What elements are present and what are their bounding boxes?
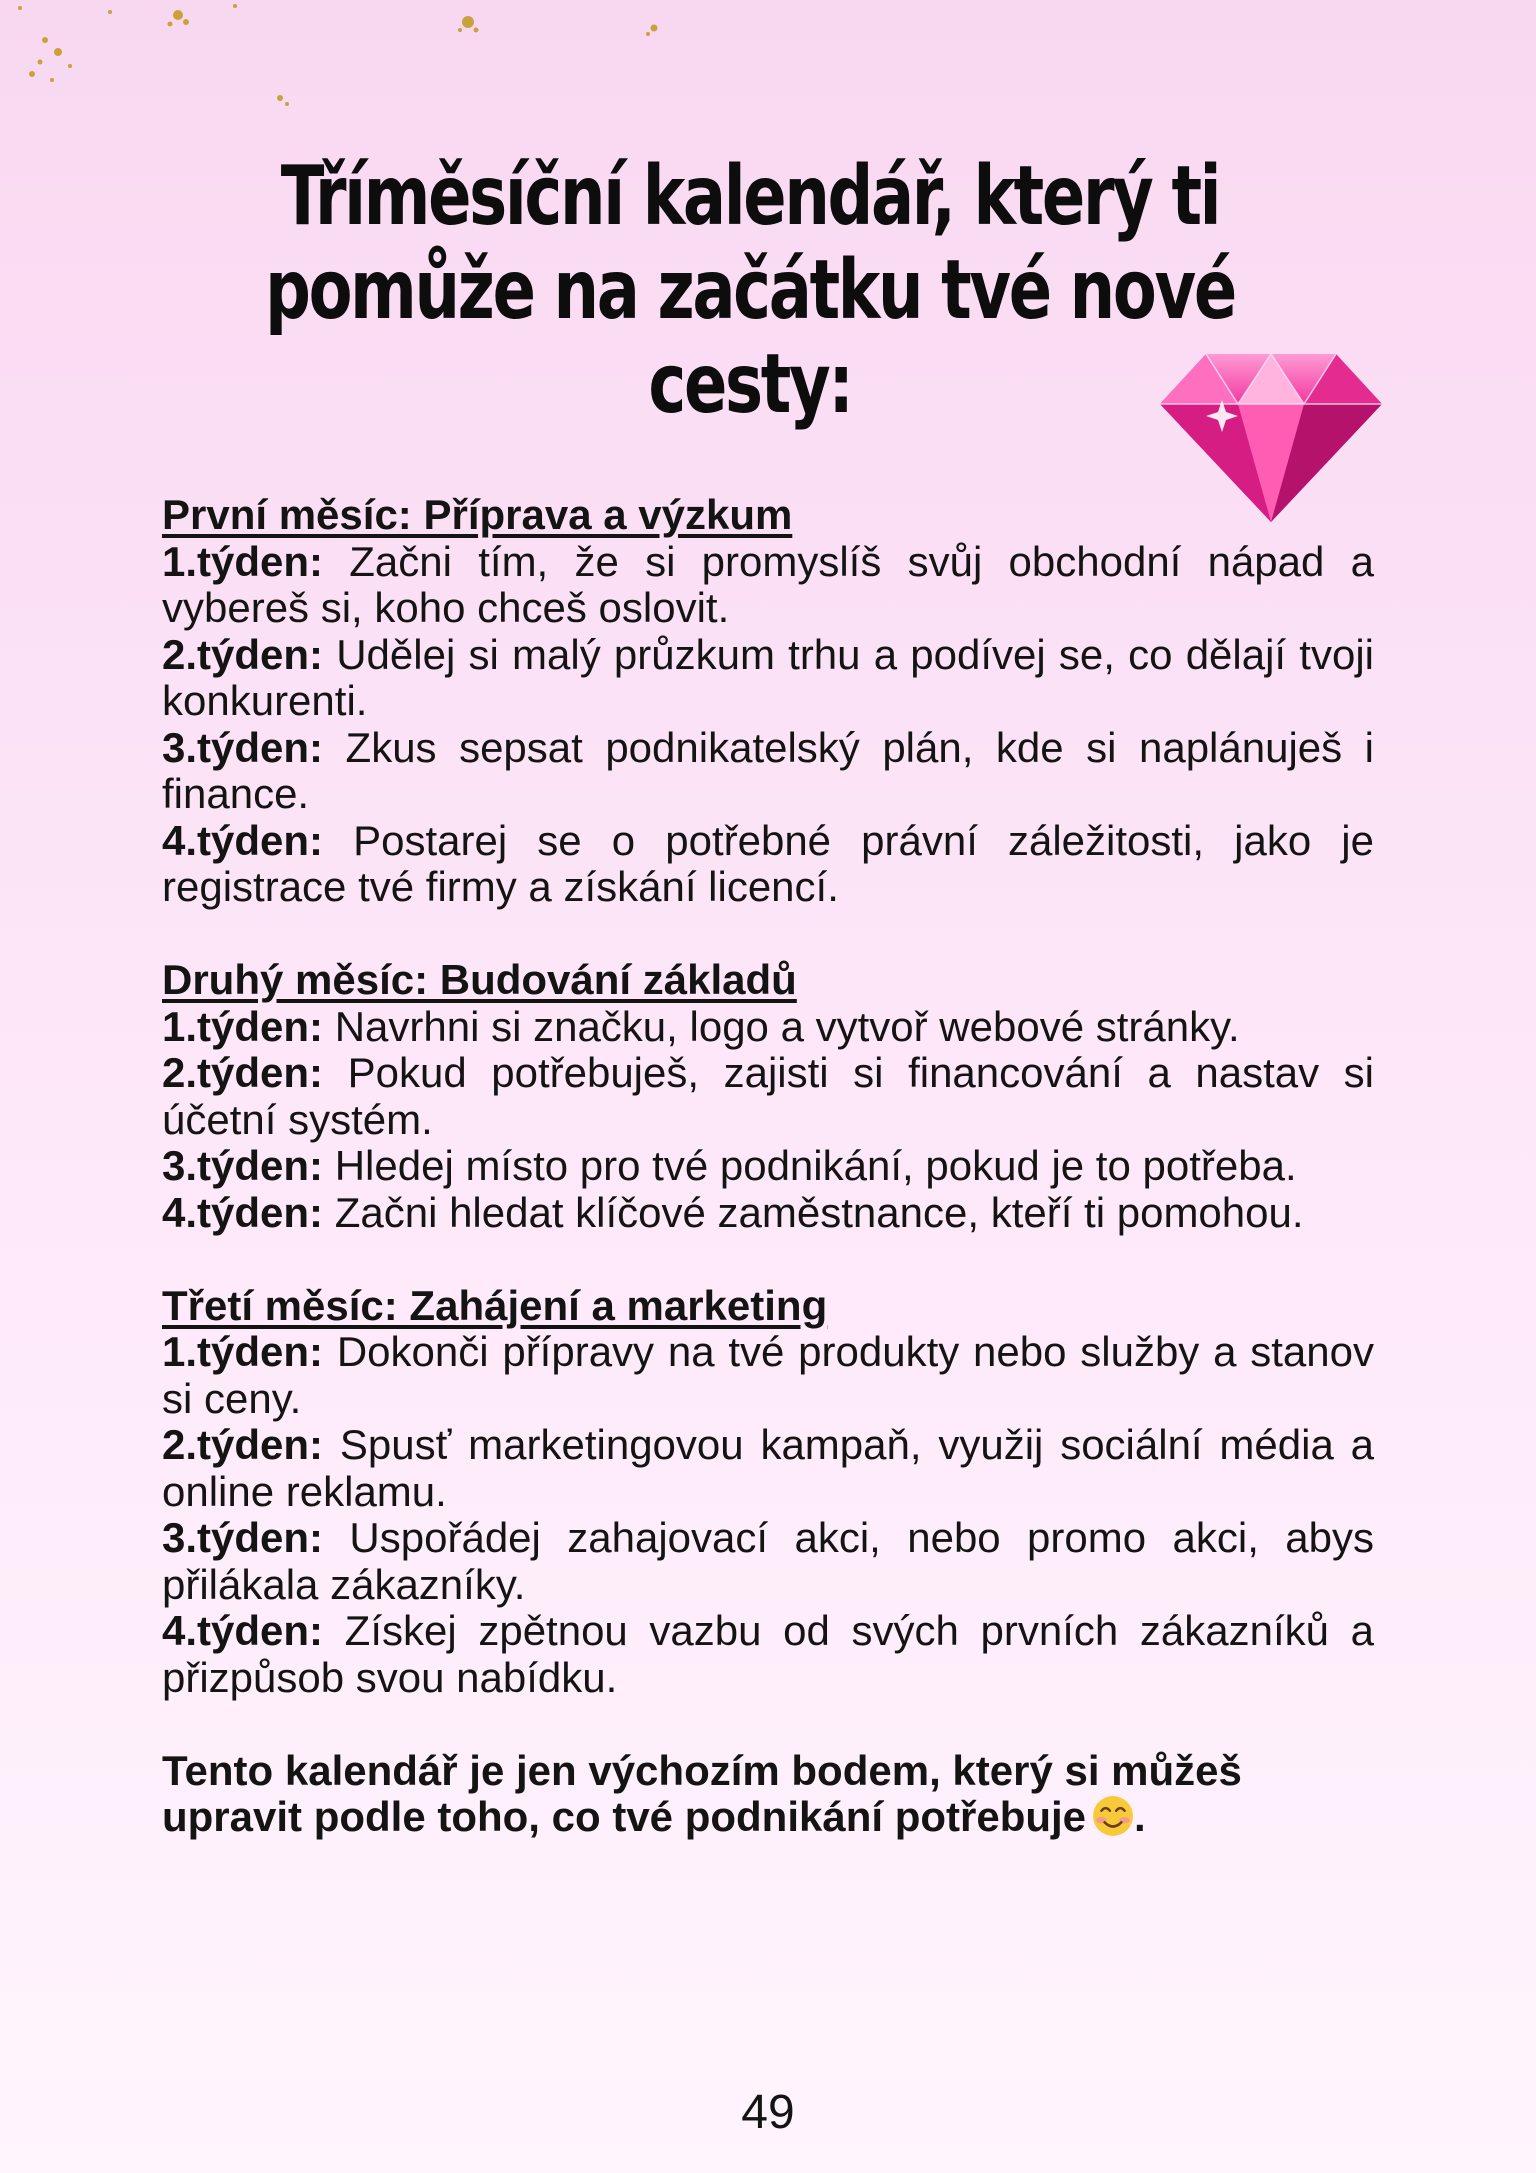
week-text: Dokonči přípravy na tvé produkty nebo služby a stanov si ceny.	[162, 1328, 1374, 1422]
week-label: 4.týden:	[162, 1188, 324, 1236]
week-label: 1.týden:	[162, 1002, 324, 1050]
month-heading: Třetí měsíc: Zahájení a marketing	[162, 1281, 828, 1329]
week-item	[162, 632, 1374, 725]
week-label: 2.týden:	[162, 1049, 324, 1096]
week-text: Navrhni si značku, logo a vytvoř webové stránky.	[323, 1002, 1240, 1050]
week-label: 3.týden:	[162, 723, 324, 771]
month-section	[162, 492, 1374, 911]
week-text: Zkus sepsat podnikatelský plán, kde si naplánuješ i finance.	[162, 723, 1374, 817]
week-item	[162, 1329, 1374, 1422]
week-item	[162, 1190, 1374, 1237]
week-text: Spusť marketingovou kampaň, využij sociální média a online reklamu.	[162, 1421, 1374, 1515]
week-label: 1.týden:	[162, 1328, 324, 1375]
calendar-content	[162, 492, 1374, 1841]
month-section	[162, 1283, 1374, 1702]
closing-period: .	[1134, 1793, 1146, 1840]
week-text: Postarej se o potřebné právní záležitosti, jako je registrace tvé firmy a získání licencí.	[162, 816, 1374, 910]
week-label: 4.týden:	[162, 1607, 324, 1654]
week-item	[162, 1515, 1374, 1608]
week-item	[162, 539, 1374, 632]
closing-text: Tento kalendář je jen výchozím bodem, který si můžeš upravit podle toho, co tvé podnikání potřebuje	[162, 1746, 1242, 1840]
week-label: 3.týden:	[162, 1142, 324, 1189]
smiling-face-icon	[1092, 1795, 1134, 1837]
week-text: Pokud potřebuješ, zajisti si financování a nastav si účetní systém.	[162, 1049, 1374, 1143]
week-item	[162, 1422, 1374, 1515]
week-label: 2.týden:	[162, 1421, 324, 1468]
week-item	[162, 818, 1374, 911]
month-heading: První měsíc: Příprava a výzkum	[162, 491, 793, 538]
week-item	[162, 1608, 1374, 1701]
gold-glitter-decoration	[0, 0, 760, 130]
week-item	[162, 1004, 1374, 1051]
week-text: Začni hledat klíčové zaměstnance, kteří ti pomohou.	[323, 1188, 1304, 1236]
week-item	[162, 1143, 1374, 1190]
page-title: Tříměsíční kalendář, který ti pomůže na začátku tvé nové cesty:	[265, 149, 1235, 432]
week-text: Začni tím, že si promyslíš svůj obchodní nápad a vybereš si, koho chceš oslovit.	[162, 537, 1374, 631]
week-text: Hledej místo pro tvé podnikání, pokud je to potřeba.	[323, 1142, 1297, 1189]
closing-note	[162, 1748, 1374, 1841]
week-label: 3.týden:	[162, 1514, 324, 1561]
week-text: Udělej si malý průzkum trhu a podívej se, co dělají tvoji konkurenti.	[162, 630, 1374, 724]
month-section	[162, 957, 1374, 1236]
month-heading: Druhý měsíc: Budování základů	[162, 956, 797, 1003]
week-label: 2.týden:	[162, 630, 324, 678]
week-item	[162, 725, 1374, 818]
week-label: 4.týden:	[162, 816, 324, 864]
week-label: 1.týden:	[162, 537, 324, 585]
week-text: Uspořádej zahajovací akci, nebo promo akci, abys přilákala zákazníky.	[162, 1514, 1374, 1608]
page-number: 49	[741, 2086, 795, 2139]
week-text: Získej zpětnou vazbu od svých prvních zákazníků a přizpůsob svou nabídku.	[162, 1607, 1374, 1701]
week-item	[162, 1050, 1374, 1143]
